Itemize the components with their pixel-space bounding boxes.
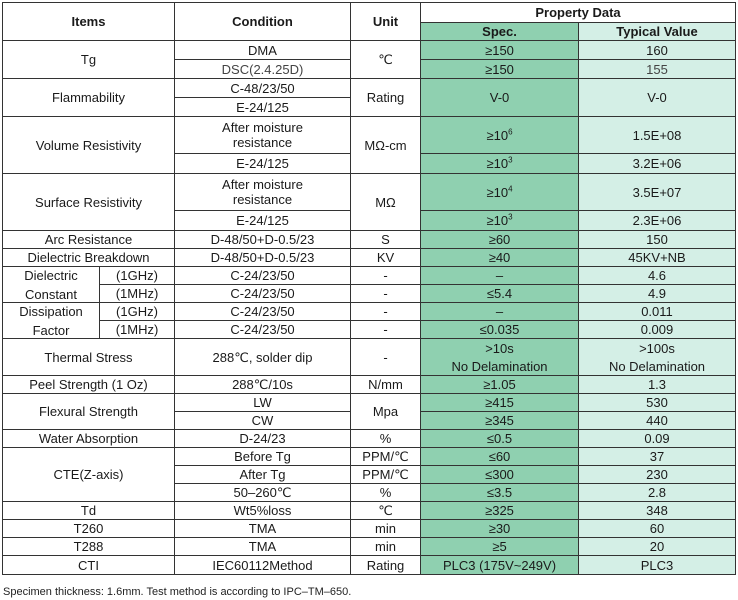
table-row [3,448,736,466]
table-row [3,174,736,211]
item-volume-resistivity: Volume Resistivity [3,117,175,174]
condition-cell: C-48/23/50 [175,79,351,98]
condition-cell: IEC60112Method [175,556,351,575]
item-td: Td [3,502,175,520]
frequency-cell: (1MHz) [100,321,175,339]
unit-cell: - [351,267,421,285]
spec-exponent: 3 [508,212,513,222]
spec-exponent: 6 [508,127,513,137]
spec-cell: V-0 [421,79,579,117]
condition-cell: TMA [175,538,351,556]
table-row [3,303,736,321]
typical-cell [579,339,736,376]
table-row [3,394,736,412]
item-thermal-stress: Thermal Stress [3,339,175,376]
table-row [3,520,736,538]
table-row [3,556,736,575]
condition-cell: Before Tg [175,448,351,466]
typical-cell: 0.011 [579,303,736,321]
unit-cell: ℃ [351,41,421,79]
condition-cell: E-24/125 [175,154,351,174]
unit-cell: S [351,231,421,249]
header-items: Items [3,3,175,41]
typical-cell: 530 [579,394,736,412]
spec-cell: ≥40 [421,249,579,267]
item-line: Factor [32,322,70,338]
footnote: Specimen thickness: 1.6mm. Test method is according to IPC–TM–650. [3,586,352,598]
table-row [3,538,736,556]
table-row [3,117,736,154]
spec-cell [421,117,579,154]
property-table [2,2,736,575]
typical-cell: 0.009 [579,321,736,339]
table-row [3,41,736,60]
condition-cell: C-24/23/50 [175,267,351,285]
spec-cell: ≥150 [421,60,579,79]
typical-cell: 1.5E+08 [579,117,736,154]
condition-cell: E-24/125 [175,98,351,117]
spec-cell: ≥60 [421,231,579,249]
header-property-data: Property Data [421,3,736,23]
condition-line: After moisture [222,120,303,135]
condition-cell: C-24/23/50 [175,285,351,303]
spec-base: ≥10 [486,213,509,228]
unit-cell: PPM/℃ [351,466,421,484]
item-dielectric-breakdown: Dielectric Breakdown [3,249,175,267]
item-peel-strength: Peel Strength (1 Oz) [3,376,175,394]
typical-cell: 4.9 [579,285,736,303]
spec-cell: ≥345 [421,412,579,430]
condition-cell: D-24/23 [175,430,351,448]
typical-cell: 20 [579,538,736,556]
table-row [3,321,736,339]
typical-cell: 1.3 [579,376,736,394]
unit-cell: N/mm [351,376,421,394]
typical-cell: 160 [579,41,736,60]
item-cti: CTI [3,556,175,575]
item-flexural-strength: Flexural Strength [3,394,175,430]
typical-line: >100s [639,340,675,356]
frequency-cell: (1MHz) [100,285,175,303]
typical-cell: 45KV+NB [579,249,736,267]
typical-cell: 60 [579,520,736,538]
typical-line: No Delamination [608,358,706,374]
spec-base: ≥10 [486,184,509,200]
table-row [3,267,736,285]
spec-cell: – [421,303,579,321]
unit-cell: min [351,538,421,556]
spec-exponent: 3 [508,155,513,165]
spec-cell: ≤3.5 [421,484,579,502]
spec-base: ≥10 [486,127,509,143]
condition-line: resistance [232,192,293,207]
condition-cell: TMA [175,520,351,538]
spec-cell: ≤300 [421,466,579,484]
unit-cell: - [351,339,421,376]
unit-cell: min [351,520,421,538]
unit-cell: % [351,484,421,502]
condition-cell: E-24/125 [175,211,351,231]
item-dissipation-factor [3,303,100,339]
item-line: Constant [24,286,78,302]
header-unit: Unit [351,3,421,41]
item-arc-resistance: Arc Resistance [3,231,175,249]
table-row [3,285,736,303]
condition-cell: DSC(2.4.25D) [175,60,351,79]
table-row [3,79,736,98]
spec-cell: ≥325 [421,502,579,520]
unit-cell: Rating [351,79,421,117]
typical-cell: 37 [579,448,736,466]
table-row [3,502,736,520]
condition-cell: LW [175,394,351,412]
condition-cell: D-48/50+D-0.5/23 [175,249,351,267]
condition-cell: CW [175,412,351,430]
unit-cell: - [351,285,421,303]
table-row [3,231,736,249]
typical-cell: 2.8 [579,484,736,502]
spec-line: >10s [485,340,514,356]
condition-cell: After Tg [175,466,351,484]
unit-cell: - [351,303,421,321]
item-t260: T260 [3,520,175,538]
header-typical: Typical Value [579,23,736,41]
spec-cell: ≤60 [421,448,579,466]
item-line: Dissipation [19,303,83,319]
condition-cell [175,174,351,211]
unit-cell: KV [351,249,421,267]
header-row-1 [3,3,736,23]
item-flammability: Flammability [3,79,175,117]
typical-cell: 155 [579,60,736,79]
item-cte: CTE(Z-axis) [3,448,175,502]
item-t288: T288 [3,538,175,556]
spec-cell: ≤0.035 [421,321,579,339]
typical-cell: 348 [579,502,736,520]
spec-cell: PLC3 (175V~249V) [421,556,579,575]
typical-cell: PLC3 [579,556,736,575]
table-row [3,430,736,448]
spec-cell: ≤0.5 [421,430,579,448]
condition-line: After moisture [222,177,303,192]
table-row [3,376,736,394]
item-tg: Tg [3,41,175,79]
header-spec: Spec. [421,23,579,41]
unit-cell: Mpa [351,394,421,430]
typical-cell: 440 [579,412,736,430]
unit-cell: - [351,321,421,339]
item-surface-resistivity: Surface Resistivity [3,174,175,231]
typical-cell: 4.6 [579,267,736,285]
condition-cell: 50–260℃ [175,484,351,502]
table-row [3,249,736,267]
spec-cell: ≥415 [421,394,579,412]
spec-line: No Delamination [451,358,548,374]
frequency-cell: (1GHz) [100,267,175,285]
condition-cell: C-24/23/50 [175,303,351,321]
condition-cell: 288℃, solder dip [175,339,351,376]
condition-cell [175,117,351,154]
unit-cell: PPM/℃ [351,448,421,466]
item-line: Dielectric [24,267,78,283]
typical-cell: 150 [579,231,736,249]
condition-cell: 288℃/10s [175,376,351,394]
unit-cell: ℃ [351,502,421,520]
typical-cell: 2.3E+06 [579,211,736,231]
spec-cell: ≥5 [421,538,579,556]
typical-cell: 3.2E+06 [579,154,736,174]
condition-cell: D-48/50+D-0.5/23 [175,231,351,249]
spec-cell: ≤5.4 [421,285,579,303]
item-water-absorption: Water Absorption [3,430,175,448]
condition-cell: C-24/23/50 [175,321,351,339]
spec-cell: ≥30 [421,520,579,538]
spec-base: ≥10 [486,156,509,171]
condition-line: resistance [232,135,293,150]
spec-cell [421,154,579,174]
header-condition: Condition [175,3,351,41]
spec-cell: ≥1.05 [421,376,579,394]
spec-cell [421,339,579,376]
typical-cell: V-0 [579,79,736,117]
spec-cell: – [421,267,579,285]
condition-cell: Wt5%loss [175,502,351,520]
frequency-cell: (1GHz) [100,303,175,321]
unit-cell: Rating [351,556,421,575]
typical-cell: 0.09 [579,430,736,448]
typical-cell: 230 [579,466,736,484]
table-row [3,339,736,376]
unit-cell: MΩ-cm [351,117,421,174]
spec-cell [421,211,579,231]
spec-cell: ≥150 [421,41,579,60]
item-dielectric-constant [3,267,100,303]
typical-cell: 3.5E+07 [579,174,736,211]
unit-cell: % [351,430,421,448]
condition-cell: DMA [175,41,351,60]
spec-exponent: 4 [508,184,513,194]
unit-cell: MΩ [351,174,421,231]
spec-cell [421,174,579,211]
